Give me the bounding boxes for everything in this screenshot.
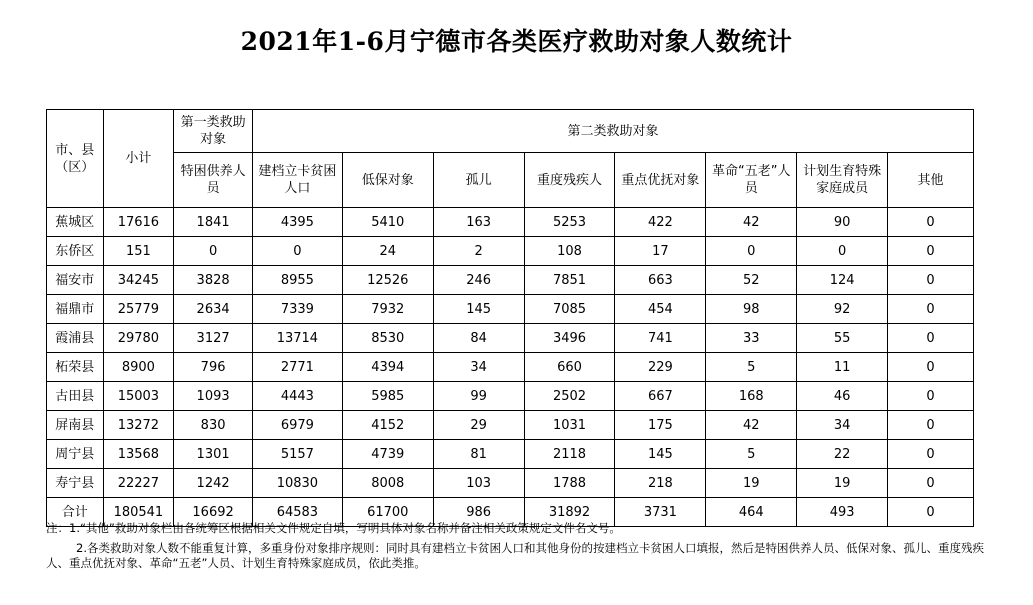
value-cell: 0 [706,237,797,266]
value-cell: 2771 [252,353,342,382]
subtotal-cell: 180541 [103,498,174,527]
value-cell: 108 [524,237,615,266]
statistics-table [46,109,974,527]
value-cell: 986 [433,498,524,527]
value-cell: 1788 [524,469,615,498]
table-row [47,353,974,382]
value-cell: 175 [615,411,706,440]
value-cell: 660 [524,353,615,382]
table-row [47,440,974,469]
value-cell: 10830 [252,469,342,498]
value-cell: 0 [888,469,974,498]
column-header: 计划生育特殊家庭成员 [797,153,888,208]
value-cell: 22 [797,440,888,469]
column-header: 革命“五老”人员 [706,153,797,208]
page-title: 2021年1-6月宁德市各类医疗救助对象人数统计 [240,27,793,56]
value-cell: 3828 [174,266,253,295]
value-cell: 0 [888,382,974,411]
value-cell: 64583 [252,498,342,527]
value-cell: 1841 [174,208,253,237]
value-cell: 34 [433,353,524,382]
subtotal-cell: 13272 [103,411,174,440]
value-cell: 3731 [615,498,706,527]
subtotal-cell: 25779 [103,295,174,324]
subtotal-cell: 13568 [103,440,174,469]
value-cell: 163 [433,208,524,237]
region-cell: 合计 [47,498,104,527]
value-cell: 84 [433,324,524,353]
value-cell: 34 [797,411,888,440]
column-header: 建档立卡贫困人口 [252,153,342,208]
value-cell: 11 [797,353,888,382]
region-header: 市、县（区） [47,110,104,208]
subtotal-cell: 29780 [103,324,174,353]
value-cell: 229 [615,353,706,382]
table-row [47,411,974,440]
value-cell: 5985 [342,382,433,411]
table-row [47,382,974,411]
value-cell: 218 [615,469,706,498]
subtotal-cell: 22227 [103,469,174,498]
column-header: 孤儿 [433,153,524,208]
value-cell: 0 [797,237,888,266]
subtotal-cell: 8900 [103,353,174,382]
value-cell: 0 [888,266,974,295]
value-cell: 31892 [524,498,615,527]
value-cell: 92 [797,295,888,324]
value-cell: 2634 [174,295,253,324]
value-cell: 99 [433,382,524,411]
value-cell: 33 [706,324,797,353]
value-cell: 3127 [174,324,253,353]
value-cell: 2 [433,237,524,266]
value-cell: 422 [615,208,706,237]
value-cell: 1242 [174,469,253,498]
value-cell: 124 [797,266,888,295]
value-cell: 0 [888,295,974,324]
value-cell: 0 [888,353,974,382]
region-cell: 古田县 [47,382,104,411]
value-cell: 103 [433,469,524,498]
value-cell: 98 [706,295,797,324]
value-cell: 3496 [524,324,615,353]
value-cell: 0 [888,440,974,469]
value-cell: 19 [797,469,888,498]
value-cell: 741 [615,324,706,353]
value-cell: 0 [888,237,974,266]
value-cell: 4395 [252,208,342,237]
value-cell: 19 [706,469,797,498]
value-cell: 4394 [342,353,433,382]
value-cell: 1031 [524,411,615,440]
value-cell: 464 [706,498,797,527]
value-cell: 5 [706,353,797,382]
column-header: 特困供养人员 [174,153,253,208]
value-cell: 830 [174,411,253,440]
value-cell: 55 [797,324,888,353]
value-cell: 0 [888,324,974,353]
column-header: 重度残疾人 [524,153,615,208]
value-cell: 46 [797,382,888,411]
value-cell: 7851 [524,266,615,295]
header-row-1 [47,110,974,153]
value-cell: 42 [706,208,797,237]
value-cell: 0 [888,208,974,237]
value-cell: 0 [174,237,253,266]
value-cell: 42 [706,411,797,440]
region-cell: 霞浦县 [47,324,104,353]
subtotal-cell: 17616 [103,208,174,237]
value-cell: 5410 [342,208,433,237]
value-cell: 8955 [252,266,342,295]
subtotal-header: 小计 [103,110,174,208]
region-cell: 福鼎市 [47,295,104,324]
value-cell: 8008 [342,469,433,498]
value-cell: 7932 [342,295,433,324]
group1-header: 第一类救助对象 [174,110,253,153]
subtotal-cell: 151 [103,237,174,266]
region-cell: 寿宁县 [47,469,104,498]
table-row [47,324,974,353]
subtotal-cell: 34245 [103,266,174,295]
column-header: 低保对象 [342,153,433,208]
value-cell: 90 [797,208,888,237]
group2-header: 第二类救助对象 [252,110,973,153]
value-cell: 246 [433,266,524,295]
region-cell: 屏南县 [47,411,104,440]
value-cell: 6979 [252,411,342,440]
table-row [47,469,974,498]
value-cell: 145 [615,440,706,469]
value-cell: 454 [615,295,706,324]
value-cell: 168 [706,382,797,411]
value-cell: 16692 [174,498,253,527]
table-row [47,295,974,324]
value-cell: 145 [433,295,524,324]
footnote-1: 注：1.“其他”救助对象栏由各统筹区根据相关文件规定自填，写明具体对象名称并备注相关政策规定文件名文号。 [46,521,621,535]
value-cell: 796 [174,353,253,382]
value-cell: 24 [342,237,433,266]
value-cell: 8530 [342,324,433,353]
value-cell: 52 [706,266,797,295]
value-cell: 17 [615,237,706,266]
value-cell: 0 [888,498,974,527]
subtotal-cell: 15003 [103,382,174,411]
header-row-2 [47,153,974,208]
table-row [47,266,974,295]
value-cell: 493 [797,498,888,527]
value-cell: 29 [433,411,524,440]
region-cell: 柘荣县 [47,353,104,382]
value-cell: 5253 [524,208,615,237]
column-header: 其他 [888,153,974,208]
value-cell: 4443 [252,382,342,411]
footnote-2: 2.各类救助对象人数不能重复计算，多重身份对象排序规则：同时具有建档立卡贫困人口和其他身份的按建档立卡贫困人口填报，然后是特困供养人员、低保对象、孤儿、重度残疾人、重点优抚对象、革命“五老”人员、计划生育特殊家庭成员，依此类推。 [46,541,984,570]
value-cell: 0 [888,411,974,440]
region-cell: 周宁县 [47,440,104,469]
region-cell: 蕉城区 [47,208,104,237]
value-cell: 2118 [524,440,615,469]
value-cell: 12526 [342,266,433,295]
column-header: 重点优抚对象 [615,153,706,208]
value-cell: 1093 [174,382,253,411]
value-cell: 1301 [174,440,253,469]
value-cell: 7085 [524,295,615,324]
region-cell: 东侨区 [47,237,104,266]
value-cell: 81 [433,440,524,469]
table-body [47,208,974,527]
value-cell: 5157 [252,440,342,469]
table-row [47,208,974,237]
value-cell: 667 [615,382,706,411]
value-cell: 5 [706,440,797,469]
value-cell: 0 [252,237,342,266]
value-cell: 4739 [342,440,433,469]
region-cell: 福安市 [47,266,104,295]
table-row [47,237,974,266]
value-cell: 663 [615,266,706,295]
value-cell: 61700 [342,498,433,527]
value-cell: 13714 [252,324,342,353]
value-cell: 7339 [252,295,342,324]
value-cell: 4152 [342,411,433,440]
value-cell: 2502 [524,382,615,411]
